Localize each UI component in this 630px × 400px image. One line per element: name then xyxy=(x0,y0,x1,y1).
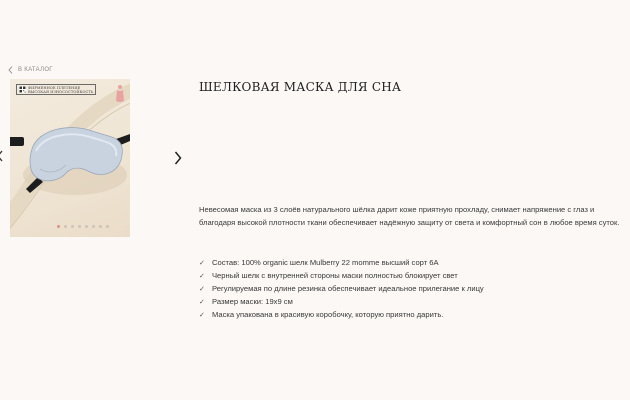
checkmark-icon: ✓ xyxy=(199,298,205,306)
gallery-dot[interactable] xyxy=(64,225,67,228)
chevron-left-icon xyxy=(8,66,13,74)
gallery-pagination xyxy=(57,225,109,228)
gallery-dot[interactable] xyxy=(99,225,102,228)
gallery-dot[interactable] xyxy=(106,225,109,228)
product-description: Невесомая маска из 3 слоёв натурального шёлка дарит коже приятную прохладу, снимает напряжение с глаз и благодаря высокой плотности ткани обеспечивает надёжную защиту от света и комфортный сон в любое время суток. xyxy=(199,205,620,227)
feature-item xyxy=(199,269,484,282)
gallery-prev-arrow[interactable] xyxy=(0,150,3,162)
feature-item xyxy=(199,295,484,308)
gallery-dot[interactable] xyxy=(71,225,74,228)
feature-text: Маска упакована в красивую коробочку, которую приятно дарить. xyxy=(212,310,444,319)
checkmark-icon: ✓ xyxy=(199,311,205,319)
back-label: В КАТАЛОГ xyxy=(18,67,53,73)
feature-item xyxy=(199,308,484,321)
feature-item xyxy=(199,282,484,295)
feature-text: Размер маски: 19х9 см xyxy=(212,297,293,306)
checkmark-icon: ✓ xyxy=(199,285,205,293)
checkmark-icon: ✓ xyxy=(199,259,205,267)
feature-text: Состав: 100% organic шелк Mulberry 22 momme высший сорт 6А xyxy=(212,258,439,267)
gallery-dot[interactable] xyxy=(85,225,88,228)
product-image-gallery[interactable] xyxy=(10,79,130,237)
back-to-catalog-link[interactable] xyxy=(8,66,53,74)
checkmark-icon: ✓ xyxy=(199,272,205,280)
product-title: ШЕЛКОВАЯ МАСКА ДЛЯ СНА xyxy=(199,80,402,94)
product-photo xyxy=(10,79,130,237)
gallery-dot[interactable] xyxy=(57,225,60,228)
feature-text: Регулируемая по длине резинка обеспечивает идеальное прилегание к лицу xyxy=(212,284,484,293)
product-feature-badge xyxy=(16,84,96,95)
gallery-dot[interactable] xyxy=(92,225,95,228)
qr-code-icon xyxy=(19,86,26,93)
feature-text: Черный шелк с внутренней стороны маски полностью блокирует свет xyxy=(212,271,458,280)
gallery-next-arrow[interactable] xyxy=(174,151,182,165)
badge-line-2: ВЫСОКАЯ ИЗНОСОСТОЙКОСТЬ xyxy=(28,89,94,94)
feature-item xyxy=(199,256,484,269)
gallery-dot[interactable] xyxy=(78,225,81,228)
product-features-list xyxy=(199,256,484,321)
badge-line-1: ФИРМЕННОЕ ПЛЕТЕНИЕ xyxy=(28,85,81,90)
